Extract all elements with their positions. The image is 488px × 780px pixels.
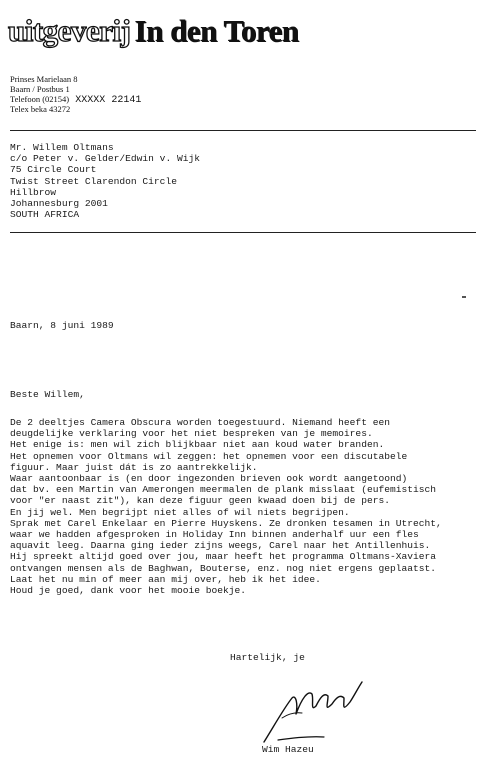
body-line: ontvangen mensen als de Baghwan, Bouterse, enz. nog niet ergens geplaatst.: [10, 562, 437, 574]
recipient-line: Hillbrow: [10, 186, 57, 198]
body-line: aquavit leeg. Daarna ging ieder zijns weegs, Carel naar het Antillenhuis.: [10, 540, 431, 552]
recipient-line: Johannesburg 2001: [10, 198, 108, 210]
body-line: figuur. Maar juist dát is zo aantrekkelijk.: [10, 461, 258, 473]
body-line: voor "er naast zit"), kan deze figuur geen kwaad doen bij de pers.: [10, 495, 390, 507]
recipient-line: 75 Circle Court: [10, 164, 97, 176]
phone-number: 22141: [111, 94, 142, 106]
logo-uitgeverij: uitgeverij: [8, 13, 131, 48]
letter-body: [10, 417, 442, 596]
recipient-line: c/o Peter v. Gelder/Edwin v. Wijk: [10, 153, 200, 165]
address-postbus: Baarn / Postbus 1: [10, 83, 70, 94]
recipient-line: Mr. Willem Oltmans: [10, 142, 114, 153]
signer-name: Wim Hazeu: [262, 744, 314, 755]
fold-mark: [462, 296, 466, 298]
body-line: dat bv. een Martin van Amerongen meermalen de plank misslaat (eufemistisch: [10, 484, 437, 496]
letter-date: Baarn, 8 juni 1989: [10, 320, 114, 331]
body-line: De 2 deeltjes Camera Obscura worden toegestuurd. Niemand heeft een: [10, 417, 390, 428]
body-line: Sprak met Carel Enkelaar en Pierre Huyskens. Ze dronken tesamen in Utrecht,: [10, 517, 442, 529]
body-line: waar we hadden afgesproken in Holiday Inn binnen anderhalf uur een fles: [10, 529, 419, 541]
body-line: Het opnemen voor Oltmans wil zeggen: het opnemen voor een discutabele: [10, 450, 408, 462]
body-line: Waar aantoonbaar is (en door ingezonden brieven ook wordt aangetoond): [10, 473, 408, 485]
salutation: Beste Willem,: [10, 389, 85, 400]
recipient-line: SOUTH AFRICA: [10, 209, 80, 221]
phone-label: Telefoon (02154): [10, 93, 70, 104]
body-line: deugdelijke verklaring voor het niet bespreken van je memoires.: [10, 428, 373, 440]
divider-top: [10, 130, 476, 131]
phone-struck: XXXXX: [75, 94, 106, 106]
body-line: Laat het nu min of meer aan mij over, heb ik het idee.: [10, 573, 321, 585]
recipient-line: Twist Street Clarendon Circle: [10, 175, 177, 187]
divider-bottom: [10, 232, 476, 233]
letterhead-address: [10, 75, 141, 115]
handwritten-signature: [262, 668, 372, 748]
body-line: Hij spreekt altijd goed over jou, maar heeft het programma Oltmans-Xaviera: [10, 551, 437, 563]
publisher-logo: [8, 14, 298, 48]
telex-line: Telex beka 43272: [10, 104, 71, 115]
recipient-address: [10, 142, 200, 220]
body-line: Houd je goed, dank voor het mooie boekje.: [10, 585, 247, 597]
body-line: Het enige is: men wil zich blijkbaar niet aan koud water branden.: [10, 439, 385, 451]
body-line: En jij wel. Men begrijpt niet alles of wil niets begrijpen.: [10, 506, 350, 518]
logo-in-den-toren: In den Toren: [134, 13, 299, 48]
closing: Hartelijk, je: [230, 652, 305, 663]
address-street: Prinses Marielaan 8: [10, 74, 78, 84]
